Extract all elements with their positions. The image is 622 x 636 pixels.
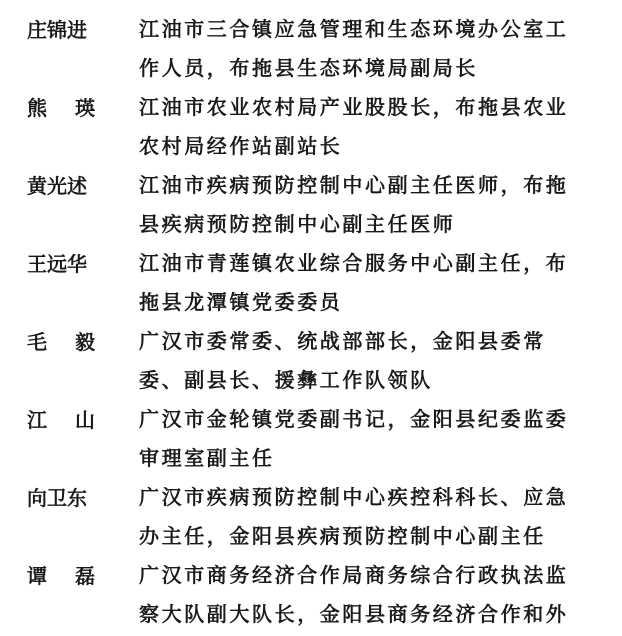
person-name: 毛毅 <box>27 330 123 354</box>
person-role <box>139 244 571 322</box>
role-line: 县疾病预防控制中心副主任医师 <box>139 212 456 236</box>
role-line: 拖县龙潭镇党委委员 <box>139 290 343 314</box>
person-name: 向卫东 <box>27 486 87 510</box>
person-role <box>139 166 571 244</box>
role-line: 察大队副大队长，金阳县商务经济合作和外 <box>139 602 569 626</box>
role-line: 农村局经作站副站长 <box>139 134 343 158</box>
person-role <box>139 88 571 166</box>
person-name: 谭磊 <box>27 564 123 588</box>
list-item <box>0 400 622 478</box>
role-line: 广汉市委常委、统战部部长，金阳县委常 <box>139 329 546 353</box>
list-item <box>0 10 622 88</box>
list-item <box>0 478 622 556</box>
list-item <box>0 244 622 322</box>
role-line: 江油市农业农村局产业股股长，布拖县农业 <box>139 95 569 119</box>
person-role <box>139 556 571 634</box>
person-name: 庄锦进 <box>27 18 87 42</box>
person-role <box>139 322 571 400</box>
role-line: 江油市青莲镇农业综合服务中心副主任，布 <box>139 251 569 275</box>
role-line: 委、副县长、援彝工作队领队 <box>139 368 433 392</box>
role-line: 审理室副主任 <box>139 446 275 470</box>
role-line: 办主任，金阳县疾病预防控制中心副主任 <box>139 524 546 548</box>
role-line: 江油市三合镇应急管理和生态环境办公室工 <box>139 17 569 41</box>
role-line: 江油市疾病预防控制中心副主任医师，布拖 <box>139 173 569 197</box>
role-line: 广汉市商务经济合作局商务综合行政执法监 <box>139 563 569 587</box>
person-role <box>139 400 571 478</box>
role-line: 作人员，布拖县生态环境局副局长 <box>139 56 478 80</box>
person-role <box>139 10 571 88</box>
role-line: 广汉市金轮镇党委副书记，金阳县纪委监委 <box>139 407 569 431</box>
person-name: 黄光述 <box>27 174 87 198</box>
person-name: 王远华 <box>27 252 87 276</box>
list-item <box>0 556 622 634</box>
list-item <box>0 88 622 166</box>
list-item <box>0 166 622 244</box>
person-name: 熊瑛 <box>27 96 123 120</box>
list-item <box>0 322 622 400</box>
role-line: 广汉市疾病预防控制中心疾控科科长、应急 <box>139 485 569 509</box>
person-role <box>139 478 571 556</box>
person-name: 江山 <box>27 408 123 432</box>
